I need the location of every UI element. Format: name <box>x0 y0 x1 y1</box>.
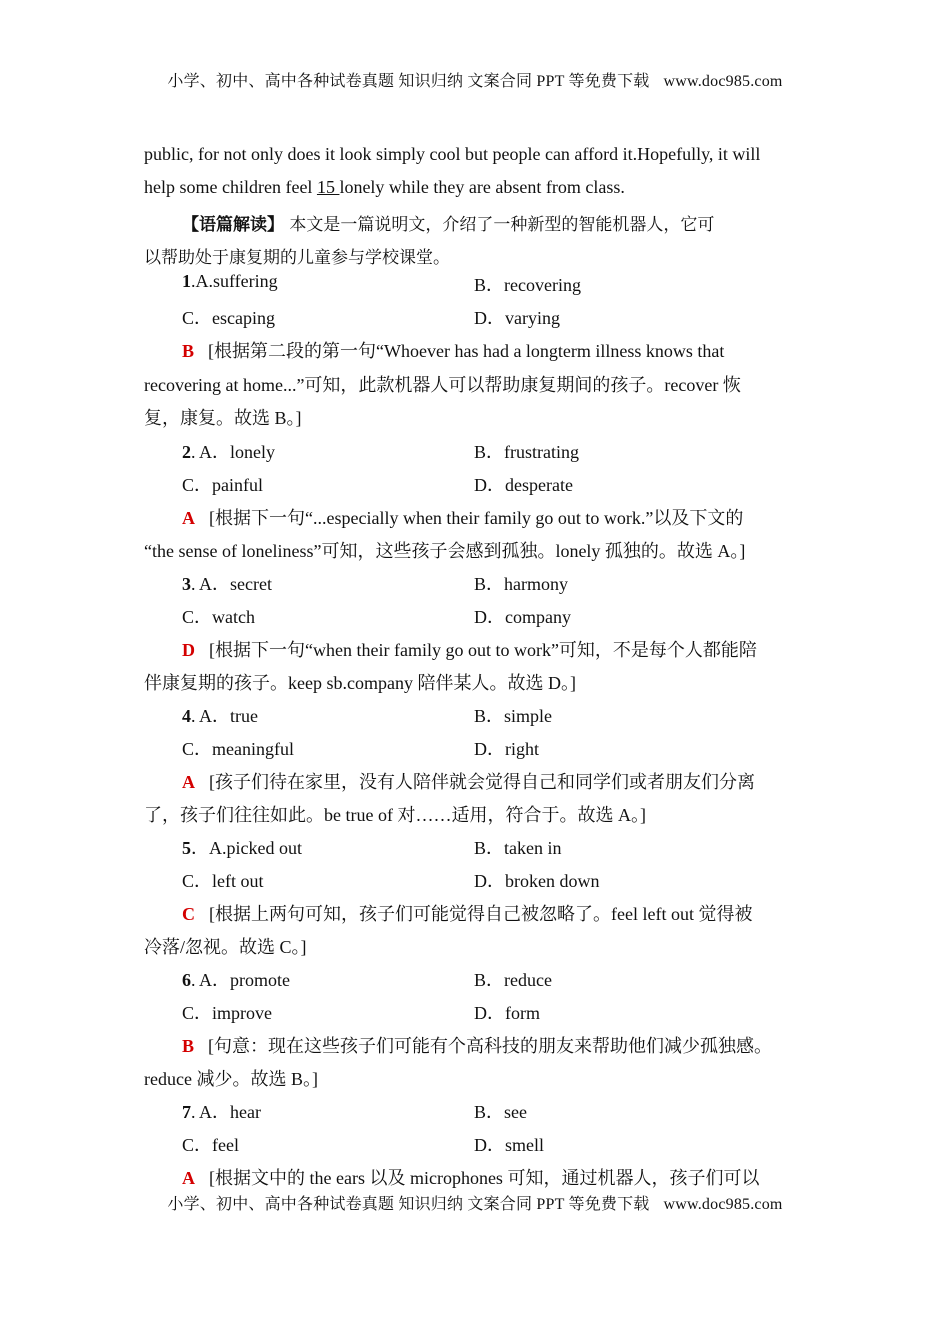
option-a: 7. A．hear <box>182 1102 261 1122</box>
option-d: D．varying <box>474 308 560 328</box>
intro-line: 以帮助处于康复期的儿童参与学校课堂。 <box>144 248 450 268</box>
option-d: D．broken down <box>474 871 600 891</box>
option-d: D．right <box>474 739 539 759</box>
explanation: 伴康复期的孩子。keep sb.company 陪伴某人。故选 D。] <box>144 673 576 693</box>
explanation: 复，康复。故选 B。] <box>144 408 302 428</box>
answer-letter: B <box>182 341 195 361</box>
explanation: 了，孩子们往往如此。be true of 对……适用，符合于。故选 A。] <box>144 805 646 825</box>
option-c: C．left out <box>182 871 264 891</box>
explanation: A [孩子们待在家里，没有人陪伴就会觉得自己和同学们或者朋友们分离 <box>182 772 755 792</box>
answer-letter: A <box>182 1168 195 1188</box>
page-footer <box>0 1191 950 1214</box>
explanation: B [句意：现在这些孩子们可能有个高科技的朋友来帮助他们减少孤独感。 <box>182 1036 773 1056</box>
option-a: 5．A.picked out <box>182 838 302 858</box>
header-site: www.doc985.com <box>663 73 783 90</box>
option-b: B．frustrating <box>474 442 579 462</box>
explanation: D [根据下一句“when their family go out to work”可知，不是每个人都能陪 <box>182 640 757 660</box>
header-text: 小学、初中、高中各种试卷真题 知识归纳 文案合同 PPT 等免费下载 <box>167 73 650 90</box>
explanation: reduce 减少。故选 B。] <box>144 1069 318 1089</box>
option-c: C．improve <box>182 1003 272 1023</box>
intro-line: 【语篇解读】 本文是一篇说明文，介绍了一种新型的智能机器人，它可 <box>182 215 715 235</box>
option-d: D．form <box>474 1003 540 1023</box>
option-a: 2. A．lonely <box>182 442 275 462</box>
option-c: C．escaping <box>182 308 275 328</box>
option-b: B．recovering <box>474 275 581 295</box>
answer-letter: C <box>182 904 195 924</box>
answer-letter: A <box>182 772 195 792</box>
explanation: A [根据下一句“...especially when their family go out to work.”以及下文的 <box>182 508 744 528</box>
option-b: B．taken in <box>474 838 562 858</box>
option-b: B．see <box>474 1102 527 1122</box>
passage-line: public, for not only does it look simply cool but people can afford it.Hopefully, it will <box>144 144 761 164</box>
option-c: C．feel <box>182 1135 239 1155</box>
page-header <box>0 68 950 91</box>
option-a: 3. A．secret <box>182 574 272 594</box>
explanation: A [根据文中的 the ears 以及 microphones 可知，通过机器人，孩子们可以 <box>182 1168 760 1188</box>
blank-15: 15 <box>316 177 340 197</box>
explanation: “the sense of loneliness”可知，这些孩子会感到孤独。lonely 孤独的。故选 A。] <box>144 541 746 561</box>
explanation: 冷落/忽视。故选 C。] <box>144 937 307 957</box>
option-a: 1.A.suffering <box>182 271 278 291</box>
option-c: C．watch <box>182 607 255 627</box>
option-b: B．simple <box>474 706 553 726</box>
option-d: D．company <box>474 607 571 627</box>
explanation: recovering at home...”可知，此款机器人可以帮助康复期间的孩子。recover 恢 <box>144 375 741 395</box>
footer-text: 小学、初中、高中各种试卷真题 知识归纳 文案合同 PPT 等免费下载 <box>167 1196 650 1213</box>
option-b: B．reduce <box>474 970 552 990</box>
passage-line: help some children feel 15 lonely while they are absent from class. <box>144 177 625 197</box>
explanation: C [根据上两句可知，孩子们可能觉得自己被忽略了。feel left out 觉得被 <box>182 904 753 924</box>
intro-label: 【语篇解读】 <box>182 215 284 235</box>
option-a: 6. A．promote <box>182 970 290 990</box>
answer-letter: B <box>182 1036 195 1056</box>
explanation: B [根据第二段的第一句“Whoever has had a longterm illness knows that <box>182 341 725 361</box>
option-a: 4. A．true <box>182 706 258 726</box>
option-d: D．desperate <box>474 475 573 495</box>
option-c: C．painful <box>182 475 263 495</box>
answer-letter: D <box>182 640 195 660</box>
footer-site: www.doc985.com <box>663 1196 783 1213</box>
option-d: D．smell <box>474 1135 544 1155</box>
option-c: C．meaningful <box>182 739 294 759</box>
option-b: B．harmony <box>474 574 568 594</box>
answer-letter: A <box>182 508 195 528</box>
